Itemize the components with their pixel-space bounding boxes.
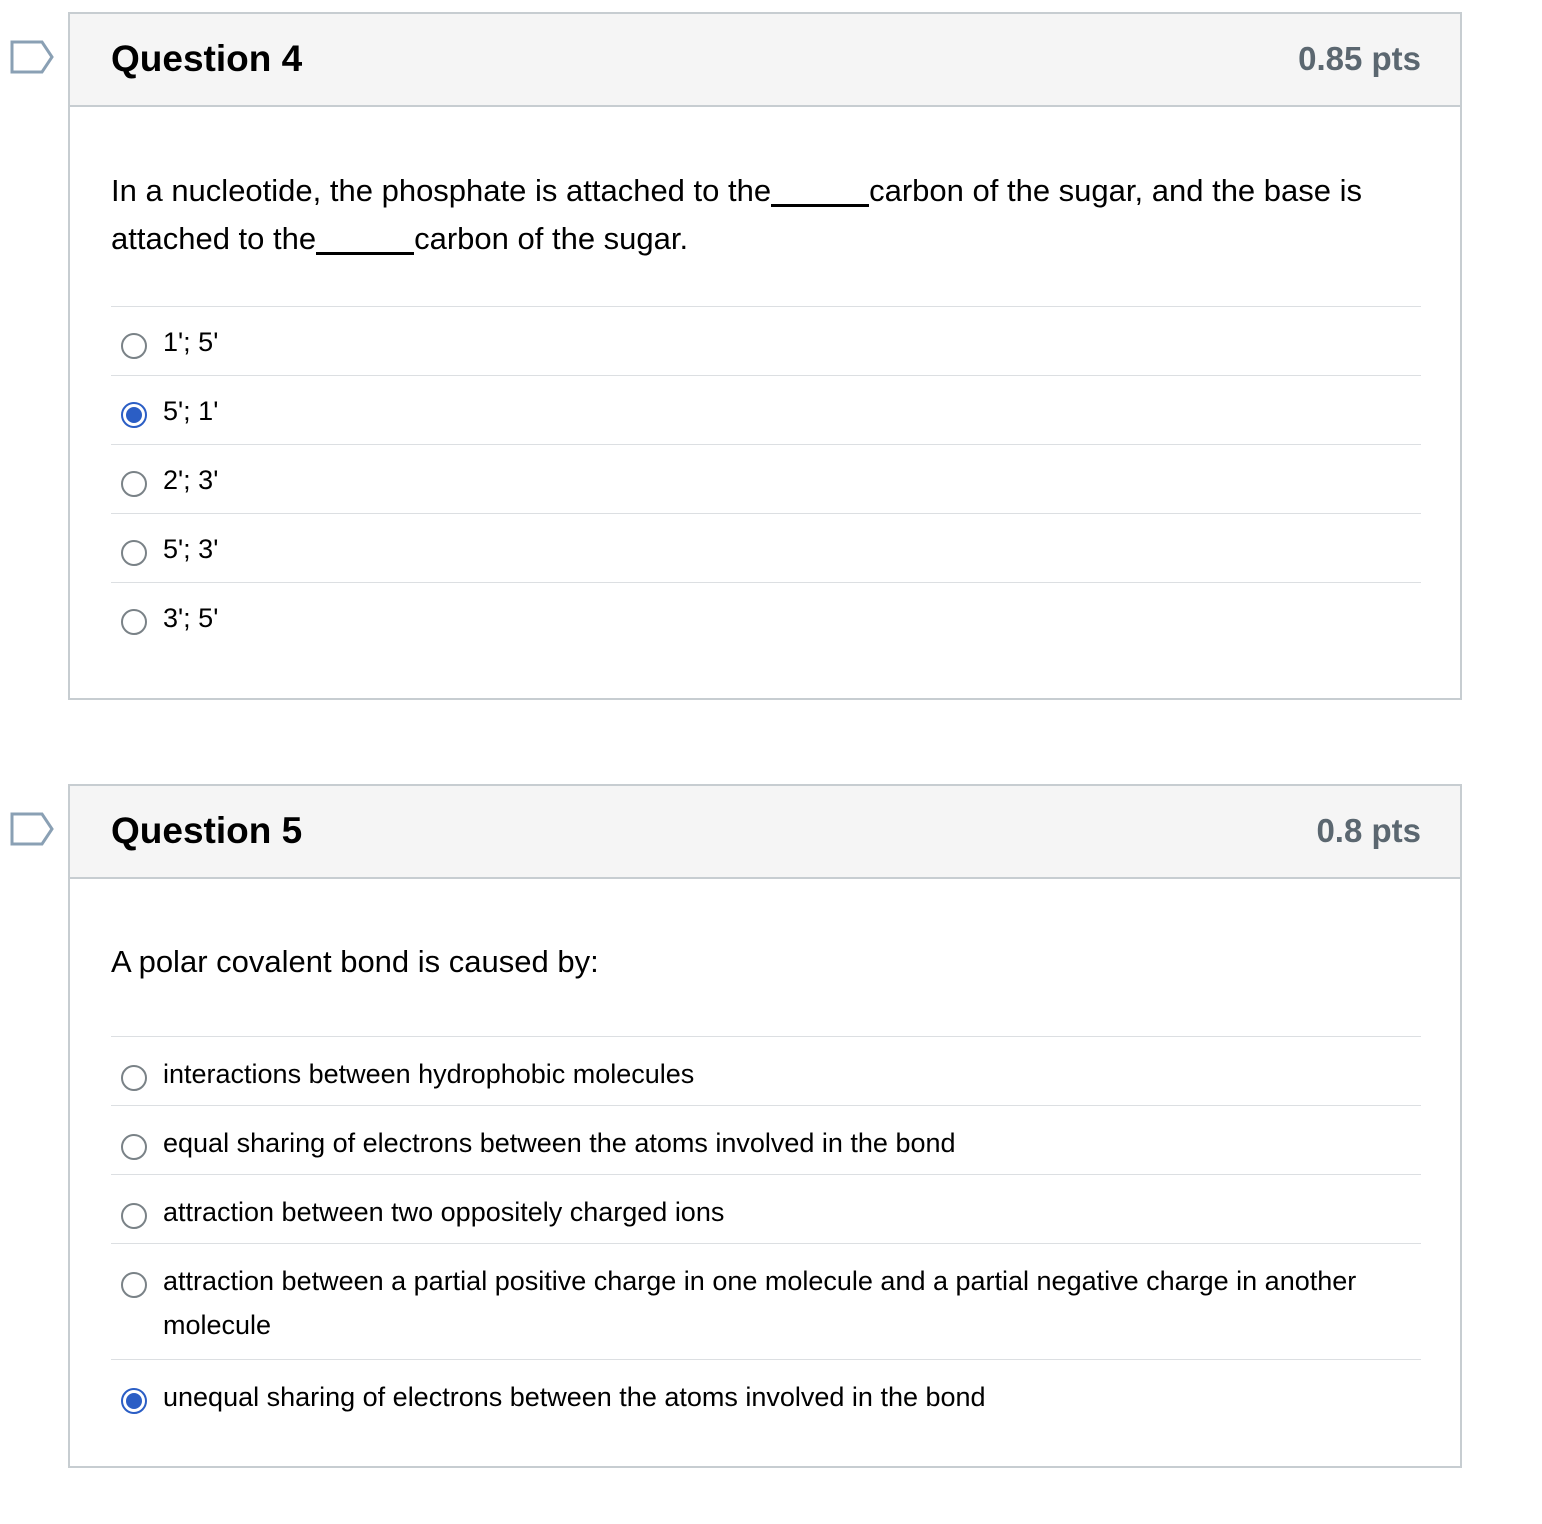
flag-question-icon[interactable] [10,40,54,74]
question-4 [68,12,1462,700]
radio-button-selected[interactable] [121,1388,147,1414]
answer-label: 3'; 5' [163,603,219,633]
answer-label: interactions between hydrophobic molecules [163,1059,695,1089]
radio-button[interactable] [121,1203,147,1229]
radio-button[interactable] [121,609,147,635]
fill-blank [316,218,414,255]
answer-option[interactable] [111,307,1421,376]
answer-option[interactable] [111,376,1421,445]
answer-label: attraction between a partial positive charge in one molecule and a partial negative charge in another molecule [163,1266,1357,1340]
radio-button[interactable] [121,540,147,566]
question-text-part: In a nucleotide, the phosphate is attached to the [111,173,772,208]
radio-button[interactable] [121,1134,147,1160]
question-text: A polar covalent bond is caused by: [111,944,599,979]
answer-label: 2'; 3' [163,465,219,495]
answer-option[interactable] [111,1175,1421,1244]
question-body [70,107,1460,652]
radio-button[interactable] [121,333,147,359]
question-text-part: carbon of the sugar, and the base is attached to the [111,173,1363,256]
flag-question-icon[interactable] [10,812,54,846]
answer-option[interactable] [111,583,1421,652]
answer-label: 1'; 5' [163,327,219,357]
answer-label: equal sharing of electrons between the atoms involved in the bond [163,1128,956,1158]
answer-option[interactable] [111,1244,1421,1360]
question-5 [68,784,1462,1468]
question-title: Question 5 [111,810,303,851]
answer-label: 5'; 1' [163,396,219,426]
question-text [111,107,1421,306]
answer-label: attraction between two oppositely charged ions [163,1197,725,1227]
radio-button[interactable] [121,1272,147,1298]
question-header [70,786,1460,879]
question-title: Question 4 [111,38,303,79]
radio-button-selected[interactable] [121,402,147,428]
answer-option[interactable] [111,514,1421,583]
question-points: 0.85 pts [1298,40,1421,77]
question-header [70,14,1460,107]
answer-option[interactable] [111,1360,1421,1429]
radio-button[interactable] [121,471,147,497]
question-body [70,879,1460,1429]
answer-option[interactable] [111,1106,1421,1175]
radio-button[interactable] [121,1065,147,1091]
fill-blank [771,170,869,207]
question-points: 0.8 pts [1316,812,1421,849]
answer-option[interactable] [111,1037,1421,1106]
answer-label: 5'; 3' [163,534,219,564]
answer-list [111,306,1421,652]
answer-label: unequal sharing of electrons between the atoms involved in the bond [163,1382,986,1412]
answer-list [111,1036,1421,1429]
answer-option[interactable] [111,445,1421,514]
question-text-part: carbon of the sugar. [414,221,689,256]
